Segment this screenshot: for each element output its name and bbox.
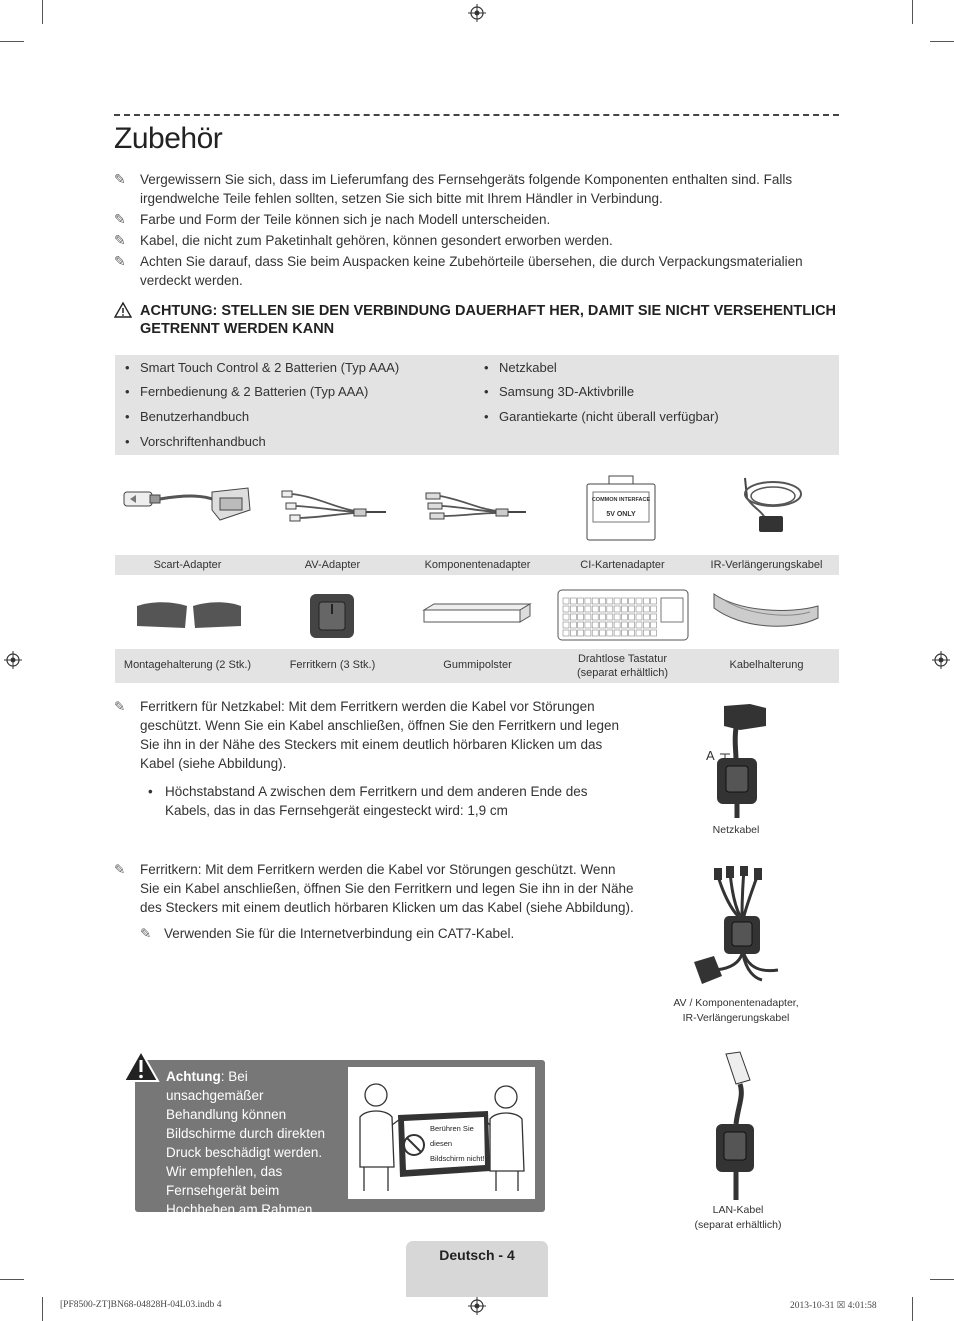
product-label: Scart-Adapter (153, 559, 222, 571)
keyboard-key (629, 630, 635, 636)
keyboard-key (643, 630, 649, 636)
warning-heading: ACHTUNG: STELLEN SIE DEN VERBINDUNG DAUERHAFT HER, DAMIT SIE NICHT VERSEHENTLICH GETRENNT WERDEN KANN (114, 302, 840, 338)
print-slug-right: 2013-10-31 ☒ 4:01:58 (790, 1301, 877, 1311)
keyboard-key (563, 622, 569, 628)
registration-mark-icon (468, 4, 486, 22)
lan-cable-ferrite-illustration (706, 1050, 766, 1202)
list-item: • Fernbedienung & 2 Batterien (Typ AAA) (125, 384, 369, 399)
keyboard-key (600, 630, 606, 636)
keyboard-key (600, 598, 606, 604)
pencil-icon: ✎ (114, 699, 126, 714)
keyboard-key (636, 630, 642, 636)
av-cable-ferrite-illustration (688, 866, 788, 996)
keyboard-key (585, 606, 591, 612)
keyboard-key (592, 598, 598, 604)
keyboard-key (651, 606, 657, 612)
pencil-icon: ✎ (114, 253, 126, 269)
page-title: Zubehör (114, 122, 223, 155)
av-adapter-illustration (268, 485, 393, 530)
keyboard-key (570, 614, 576, 620)
figure-caption: IR-Verlängerungskabel (682, 1012, 790, 1024)
list-item: • Smart Touch Control & 2 Batterien (Typ AAA) (125, 360, 400, 375)
keyboard-key (600, 606, 606, 612)
keyboard-key (600, 622, 606, 628)
keyboard-key (614, 614, 620, 620)
pencil-icon: ✎ (114, 232, 126, 248)
warning-triangle-icon (114, 302, 132, 318)
crop-mark (930, 41, 954, 42)
rubber-pad-illustration (422, 600, 532, 626)
list-item: • Netzkabel (484, 360, 557, 375)
keyboard-key (607, 598, 613, 604)
pencil-icon: ✎ (114, 862, 126, 877)
keyboard-key (651, 598, 657, 604)
note-item: ✎ Achten Sie darauf, dass Sie beim Auspacken keine Zubehörteile übersehen, die durch Verpackungsmaterialien verdeckt werden. (114, 253, 803, 288)
print-slug-left: [PF8500-ZT]BN68-04828H-04L03.indb 4 (60, 1300, 222, 1310)
caution-illustration (348, 1067, 535, 1199)
list-item: • Samsung 3D-Aktivbrille (484, 384, 635, 399)
keyboard-key (570, 630, 576, 636)
keyboard-key (621, 622, 627, 628)
keyboard-key (578, 614, 584, 620)
keyboard-key (563, 598, 569, 604)
keyboard-key (563, 606, 569, 612)
keyboard-key (643, 614, 649, 620)
keyboard-key (636, 606, 642, 612)
ci-card-text: 5V ONLY (606, 511, 636, 518)
keyboard-key (614, 598, 620, 604)
caution-label: Achtung (166, 1069, 221, 1084)
keyboard-key (600, 614, 606, 620)
keyboard-key (621, 614, 627, 620)
keyboard-key (607, 622, 613, 628)
keyboard-key (621, 606, 627, 612)
ferrite-bullet: • Höchstabstand A zwischen dem Ferritkern und dem anderen Ende des Kabels, das in das Fernsehgerät eingesteckt wird: 1,9 cm (148, 784, 588, 818)
pencil-icon: ✎ (114, 211, 126, 227)
note-item: ✎ Vergewissern Sie sich, dass im Lieferumfang des Fernsehgeräts folgende Komponenten enthalten sind. Falls irgendwelche Teile fehlen sollten, setzen Sie sich bitte mit Ihrem Händler in Verbindung. (114, 171, 793, 206)
keyboard-key (578, 630, 584, 636)
scart-adapter-illustration (120, 480, 255, 530)
cable-holder-illustration (710, 590, 822, 640)
product-label: CI-Kartenadapter (580, 559, 665, 571)
keyboard-key (629, 614, 635, 620)
ferrite-subnote: ✎ Verwenden Sie für die Internetverbindung ein CAT7-Kabel. (140, 926, 515, 941)
ferrite-core-illustration (307, 590, 357, 642)
keyboard-key (614, 606, 620, 612)
keyboard-key (629, 622, 635, 628)
distance-label: A (706, 748, 715, 763)
title-rule (114, 114, 839, 116)
caution-text: Achtung: Bei unsachgemäßer Behandlung können Bildschirme durch direkten Druck beschädigt werden. Wir empfehlen, das Fernsehgerät beim Hochheben am Rahmen anzufassen (siehe Abbildung). (166, 1069, 326, 1255)
keyboard-key (585, 622, 591, 628)
keyboard-key (585, 630, 591, 636)
mounting-bracket-illustration (135, 600, 245, 630)
caution-triangle-icon (122, 1049, 160, 1083)
wireless-keyboard-illustration (557, 588, 689, 642)
crop-mark (0, 41, 24, 42)
crop-mark (42, 0, 43, 24)
keyboard-key (614, 630, 620, 636)
crop-mark (912, 0, 913, 24)
keyboard-key (578, 622, 584, 628)
figure-caption: AV / Komponentenadapter, (673, 997, 799, 1009)
note-item: ✎ Farbe und Form der Teile können sich je nach Modell unterscheiden. (114, 211, 551, 227)
registration-mark-icon (4, 651, 22, 669)
registration-mark-icon (468, 1297, 486, 1315)
keyboard-key (592, 630, 598, 636)
list-item: • Benutzerhandbuch (125, 409, 250, 424)
keyboard-key (629, 606, 635, 612)
product-label: Montagehalterung (2 Stk.) (123, 659, 252, 671)
crop-mark (912, 1297, 913, 1321)
pencil-icon: ✎ (140, 926, 152, 941)
component-adapter-illustration (418, 485, 533, 530)
crop-mark (42, 1297, 43, 1321)
ci-card-text: COMMON INTERFACE (591, 497, 651, 503)
keyboard-key (643, 606, 649, 612)
keyboard-key (570, 622, 576, 628)
product-label: AV-Adapter (304, 559, 361, 571)
crop-mark (930, 1279, 954, 1280)
ir-extension-cable-illustration (725, 474, 807, 538)
keyboard-key (651, 614, 657, 620)
list-item: • Vorschriftenhandbuch (125, 434, 266, 449)
keyboard-key (651, 630, 657, 636)
keyboard-key (607, 606, 613, 612)
tv-warning-sign: Berühren Sie diesen Bildschirm nicht! (430, 1124, 485, 1163)
keyboard-key (636, 622, 642, 628)
keyboard-key (643, 622, 649, 628)
page-number-tab: Deutsch - 4 (406, 1241, 548, 1297)
keyboard-key (629, 598, 635, 604)
crop-mark (0, 1279, 24, 1280)
keyboard-key (563, 630, 569, 636)
figure-caption: (separat erhältlich) (694, 1219, 782, 1231)
keyboard-key (636, 598, 642, 604)
keyboard-key (578, 606, 584, 612)
keyboard-key (578, 598, 584, 604)
keyboard-key (585, 614, 591, 620)
product-label-sub: (separat erhältlich) (576, 667, 669, 679)
registration-mark-icon (932, 651, 950, 669)
product-label: Drahtlose Tastatur (577, 653, 668, 665)
product-label: Komponentenadapter (424, 559, 531, 571)
note-item: ✎ Kabel, die nicht zum Paketinhalt gehören, können gesondert erworben werden. (114, 232, 613, 248)
pencil-icon: ✎ (114, 171, 126, 187)
product-label: IR-Verlängerungskabel (710, 559, 823, 571)
product-label: Ferritkern (3 Stk.) (289, 659, 376, 671)
figure-caption: Netzkabel (712, 824, 760, 836)
keyboard-key (592, 614, 598, 620)
keyboard-key (614, 622, 620, 628)
product-label: Kabelhalterung (729, 659, 804, 671)
keyboard-key (643, 598, 649, 604)
figure-caption: LAN-Kabel (712, 1204, 764, 1216)
list-item: • Garantiekarte (nicht überall verfügbar) (484, 409, 719, 424)
keyboard-key (636, 614, 642, 620)
keyboard-key (585, 598, 591, 604)
ferrite-note: ✎ Ferritkern: Mit dem Ferritkern werden die Kabel vor Störungen geschützt. Wenn Sie ein Kabel anschließen, öffnen Sie den Ferritkern und legen Sie ihn in der Nähe des Steckers mit einem deutlich hörbaren Klicken um das Kabel (siehe Abbildung). (114, 862, 634, 915)
keyboard-key (570, 606, 576, 612)
ferrite-note: ✎ Ferritkern für Netzkabel: Mit dem Ferritkern werden die Kabel vor Störungen geschützt. Wenn Sie ein Kabel anschließen, öffnen Sie den Ferritkern und legen Sie ihn in der Nähe des Steckers mit einem deutlich hörbaren Klicken um das Kabel (siehe Abbildung). (114, 699, 620, 771)
keyboard-key (651, 622, 657, 628)
keyboard-key (621, 598, 627, 604)
product-label: Gummipolster (443, 659, 512, 671)
keyboard-key (570, 598, 576, 604)
keyboard-key (607, 630, 613, 636)
keyboard-key (621, 630, 627, 636)
keyboard-key (592, 622, 598, 628)
keyboard-key (607, 614, 613, 620)
keyboard-key (563, 614, 569, 620)
keyboard-key (592, 606, 598, 612)
